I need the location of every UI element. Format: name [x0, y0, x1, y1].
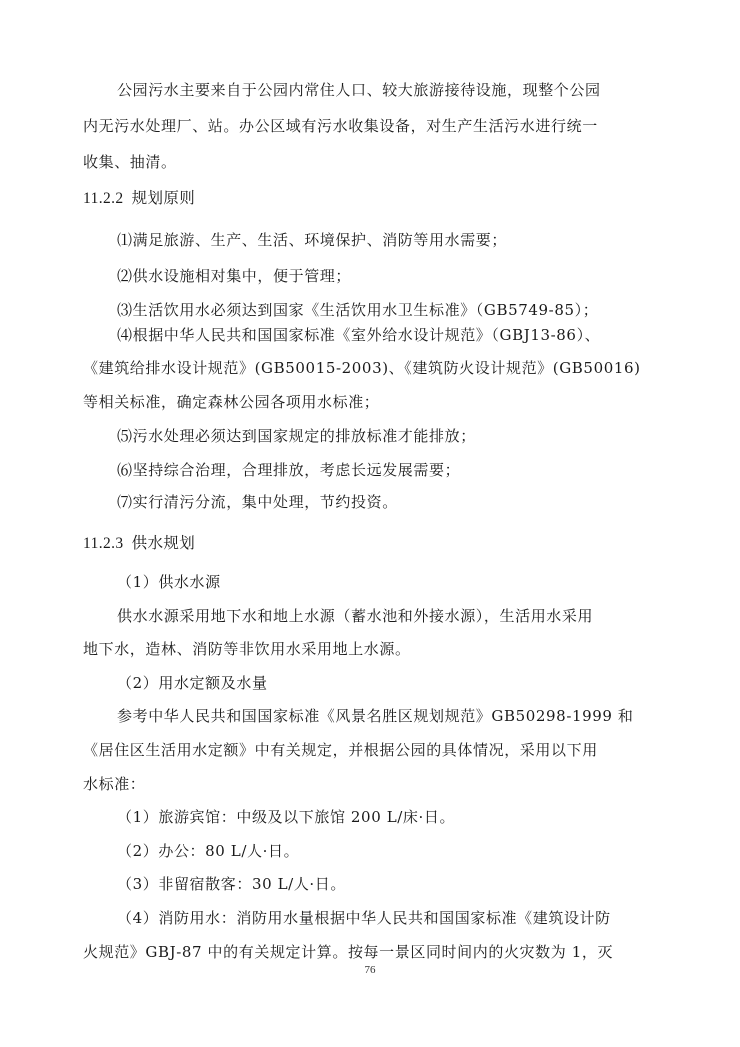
list-item: ⑴满足旅游、生产、生活、环境保护、消防等用水需要； [117, 231, 508, 249]
paragraph-line: （3）非留宿散客：30 L/人·日。 [117, 875, 346, 893]
section-number: 11.2.3 [83, 535, 124, 552]
paragraph-line: 公园污水主要来自于公园内常住人口、较大旅游接待设施，现整个公园 [117, 81, 601, 99]
paragraph-line: 收集、抽清。 [83, 153, 177, 171]
paragraph-line: 《居住区生活用水定额》中有关规定，并根据公园的具体情况，采用以下用 [83, 741, 598, 759]
list-item: 等相关标准，确定森林公园各项用水标准； [83, 393, 380, 411]
section-number: 11.2.2 [83, 190, 124, 207]
paragraph-line: 参考中华人民共和国国家标准《风景名胜区规划规范》GB50298-1999 和 [117, 707, 634, 725]
paragraph-line: 内无污水处理厂、站。办公区域有污水收集设备，对生产生活污水进行统一 [83, 117, 598, 135]
list-item: ⑷根据中华人民共和国国家标准《室外给水设计规范》（GBJ13-86）、 [117, 326, 601, 344]
paragraph-line: （2）用水定额及水量 [117, 674, 268, 692]
list-item: ⑵供水设施相对集中，便于管理； [117, 267, 352, 285]
paragraph-line: 地下水，造林、消防等非饮用水采用地上水源。 [83, 640, 411, 658]
paragraph-line: 供水水源采用地下水和地上水源（蓄水池和外接水源），生活用水采用 [117, 607, 594, 625]
paragraph-line: （4）消防用水：消防用水量根据中华人民共和国国家标准《建筑设计防 [117, 909, 611, 927]
list-item: 《建筑给排水设计规范》(GB50015-2003)、《建筑防火设计规范》(GB50016) [83, 359, 641, 377]
page-number: 76 [364, 964, 376, 976]
paragraph-line: （1）旅游宾馆：中级及以下旅馆 200 L/床·日。 [117, 808, 456, 826]
paragraph-line: 火规范》GBJ-87 中的有关规定计算。按每一景区同时间内的火灾数为 1，灭 [83, 943, 614, 961]
list-item: ⑺实行清污分流，集中处理，节约投资。 [117, 493, 398, 511]
section-heading-11-2-2 [83, 187, 195, 210]
paragraph-line: （2）办公：80 L/人·日。 [117, 842, 300, 860]
section-heading-11-2-3 [83, 532, 195, 555]
list-item: ⑸污水处理必须达到国家规定的排放标准才能排放； [117, 427, 476, 445]
section-title: 规划原则 [131, 189, 196, 207]
paragraph-line: 水标准： [83, 775, 146, 793]
section-title: 供水规划 [131, 534, 196, 552]
list-item: ⑹坚持综合治理，合理排放，考虑长远发展需要； [117, 461, 461, 479]
paragraph-line: （1）供水水源 [117, 573, 221, 591]
list-item: ⑶生活饮用水必须达到国家《生活饮用水卫生标准》（GB5749-85）； [117, 301, 599, 319]
